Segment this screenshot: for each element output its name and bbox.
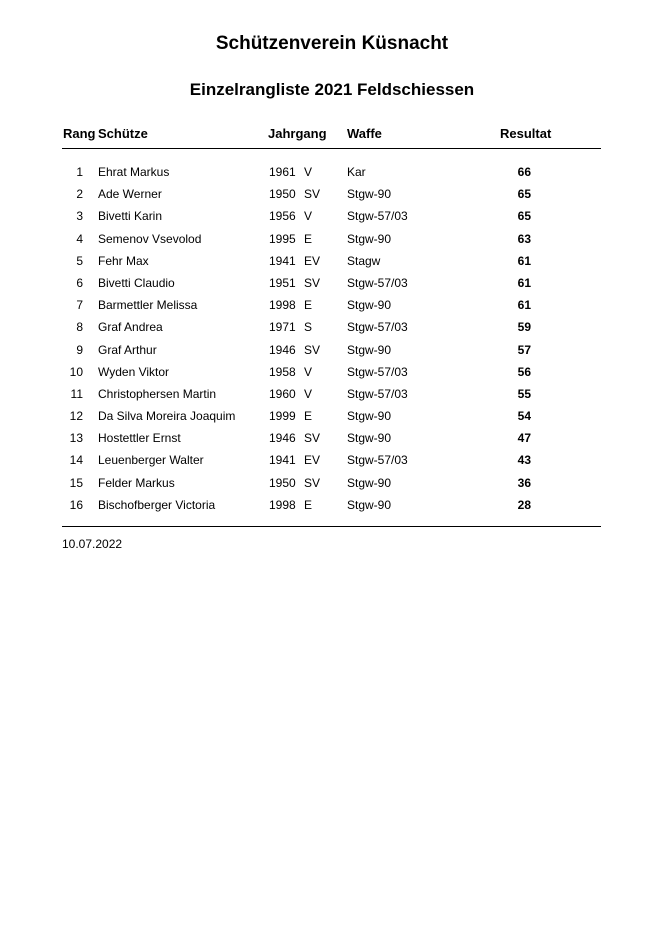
name-cell: Bischofberger Victoria	[98, 497, 216, 512]
year-cell: 1950	[269, 187, 296, 202]
name-cell: Barmettler Melissa	[98, 298, 198, 313]
ranking-table-body	[0, 163, 664, 518]
weapon-cell: Kar	[347, 165, 366, 179]
weapon-cell: Stagw	[347, 253, 381, 268]
category-cell: E	[304, 409, 313, 424]
weapon-cell: Stgw-90	[347, 298, 392, 313]
rank-cell: 14	[69, 453, 83, 468]
year-cell: 1941	[269, 253, 296, 268]
result-cell: 55	[517, 386, 531, 401]
rank-cell: 3	[76, 209, 83, 224]
weapon-cell: Stgw-57/03	[347, 275, 408, 290]
header-divider	[62, 148, 601, 149]
year-cell: 1995	[269, 231, 296, 246]
table-row	[0, 185, 664, 207]
year-cell: 1950	[269, 475, 296, 490]
category-cell: SV	[304, 187, 321, 202]
category-cell: V	[304, 386, 313, 401]
weapon-cell: Stgw-90	[347, 409, 392, 424]
document-title: Schützenverein Küsnacht	[215, 33, 449, 54]
result-cell: 65	[517, 209, 531, 224]
rank-cell: 8	[76, 320, 83, 335]
category-cell: SV	[304, 275, 321, 290]
result-cell: 59	[517, 320, 531, 335]
name-cell: Bivetti Karin	[98, 209, 163, 224]
category-cell: S	[304, 320, 313, 335]
name-cell: Bivetti Claudio	[98, 275, 175, 290]
year-cell: 1946	[269, 342, 296, 357]
year-cell: 1958	[269, 364, 296, 379]
table-row	[0, 385, 664, 407]
year-cell: 1951	[269, 275, 296, 290]
weapon-cell: Stgw-57/03	[347, 453, 408, 468]
result-cell: 36	[517, 475, 531, 490]
name-cell: Felder Markus	[98, 475, 175, 490]
name-cell: Graf Arthur	[98, 342, 157, 357]
table-row	[0, 474, 664, 496]
year-cell: 1998	[269, 497, 296, 512]
weapon-cell: Stgw-57/03	[347, 364, 408, 379]
category-cell: V	[304, 364, 313, 379]
rank-cell: 2	[76, 187, 83, 202]
category-cell: SV	[304, 475, 321, 490]
name-cell: Ade Werner	[98, 187, 162, 202]
category-cell: SV	[304, 342, 321, 357]
weapon-cell: Stgw-90	[347, 342, 392, 357]
table-row	[0, 207, 664, 229]
header-schuetze: Schütze	[98, 126, 148, 141]
rank-cell: 15	[69, 475, 83, 490]
weapon-cell: Stgw-57/03	[347, 386, 408, 401]
name-cell: Graf Andrea	[98, 320, 163, 335]
rank-cell: 12	[69, 409, 83, 424]
weapon-cell: Stgw-90	[347, 497, 392, 512]
header-resultat: Resultat	[500, 126, 552, 141]
rank-cell: 5	[76, 253, 83, 268]
document-date: 10.07.2022	[62, 537, 123, 551]
weapon-cell: Stgw-90	[347, 231, 392, 246]
year-cell: 1956	[269, 209, 296, 224]
year-cell: 1999	[269, 409, 296, 424]
rank-cell: 6	[76, 275, 83, 290]
result-cell: 65	[517, 187, 531, 202]
name-cell: Hostettler Ernst	[98, 431, 181, 446]
weapon-cell: Stgw-90	[347, 431, 392, 446]
year-cell: 1960	[269, 386, 296, 401]
table-row	[0, 496, 664, 518]
year-cell: 1998	[269, 298, 296, 313]
rank-cell: 11	[70, 386, 83, 401]
result-cell: 54	[517, 409, 531, 424]
table-bottom-divider	[62, 526, 601, 527]
category-cell: EV	[304, 253, 321, 268]
table-row	[0, 252, 664, 274]
result-cell: 57	[517, 342, 531, 357]
year-cell: 1946	[269, 431, 296, 446]
result-cell: 56	[517, 364, 531, 379]
table-row	[0, 296, 664, 318]
year-cell: 1941	[269, 453, 296, 468]
weapon-cell: Stgw-57/03	[347, 320, 408, 335]
weapon-cell: Stgw-57/03	[347, 209, 408, 224]
rank-cell: 9	[76, 342, 83, 357]
name-cell: Wyden Viktor	[98, 364, 170, 379]
rank-cell: 16	[69, 497, 83, 512]
rank-cell: 10	[69, 364, 83, 379]
result-cell: 66	[517, 165, 531, 179]
category-cell: E	[304, 298, 313, 313]
result-cell: 61	[517, 298, 531, 313]
table-row	[0, 363, 664, 385]
result-cell: 47	[517, 431, 531, 446]
header-waffe: Waffe	[347, 126, 382, 141]
header-rang: Rang	[63, 126, 96, 141]
category-cell: E	[304, 231, 313, 246]
name-cell: Fehr Max	[98, 253, 149, 268]
category-cell: E	[304, 497, 313, 512]
rank-cell: 1	[76, 165, 83, 179]
name-cell: Semenov Vsevolod	[98, 231, 202, 246]
table-row	[0, 318, 664, 340]
category-cell: EV	[304, 453, 321, 468]
rank-cell: 7	[76, 298, 83, 313]
year-cell: 1961	[269, 165, 296, 179]
weapon-cell: Stgw-90	[347, 187, 392, 202]
document-subtitle: Einzelrangliste 2021 Feldschiessen	[189, 80, 475, 99]
weapon-cell: Stgw-90	[347, 475, 392, 490]
table-row	[0, 341, 664, 363]
year-cell: 1971	[269, 320, 296, 335]
rank-cell: 13	[69, 431, 83, 446]
table-row	[0, 451, 664, 473]
header-jahrgang: Jahrgang	[268, 126, 327, 141]
table-header	[0, 126, 664, 142]
table-row	[0, 230, 664, 252]
name-cell: Da Silva Moreira Joaquim	[98, 409, 236, 424]
category-cell: V	[304, 209, 313, 224]
rank-cell: 4	[76, 231, 83, 246]
result-cell: 61	[517, 275, 531, 290]
name-cell: Christophersen Martin	[98, 386, 217, 401]
table-row	[0, 274, 664, 296]
result-cell: 43	[517, 453, 531, 468]
table-row	[0, 429, 664, 451]
name-cell: Leuenberger Walter	[98, 453, 204, 468]
result-cell: 61	[517, 253, 531, 268]
result-cell: 28	[517, 497, 531, 512]
result-cell: 63	[517, 231, 531, 246]
name-cell: Ehrat Markus	[98, 165, 170, 179]
table-row	[0, 163, 664, 185]
table-row	[0, 407, 664, 429]
category-cell: SV	[304, 431, 321, 446]
category-cell: V	[304, 165, 313, 179]
